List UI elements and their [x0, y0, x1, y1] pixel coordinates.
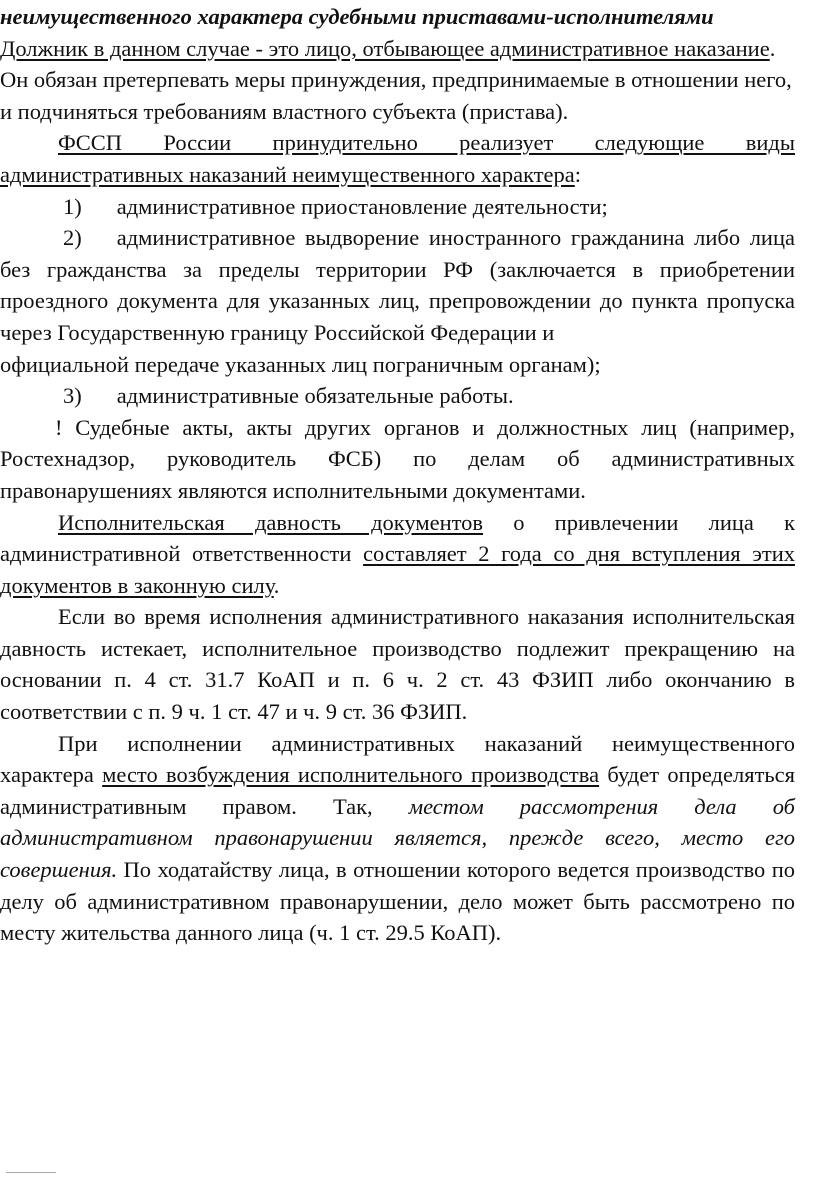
note-text: ! Судебные акты, акты других органов и должностных лиц (например, Ростехнадзор, руководитель ФСБ) по делам об административных правонарушениях являются исполнительными документами.: [0, 414, 795, 503]
para-place-of-enforcement: [0, 728, 795, 949]
list-item-3: [0, 380, 795, 412]
place-plain-3: По ходатайству лица, в отношении которого ведется производство по делу об административном правонарушении, дело может быть рассмотрено по месту жительства данного лица (ч. 1 ст. 29.5 КоАП).: [0, 857, 795, 946]
list-item-1-text: административное приостановление деятельности;: [116, 193, 608, 219]
limitation-period-dot: .: [273, 572, 280, 598]
list-item-3-text: административные обязательные работы.: [116, 383, 514, 409]
para-fssp-types: [0, 127, 795, 190]
list-item-2-number: 2): [63, 225, 82, 251]
list-item-1-number: 1): [63, 193, 82, 219]
limitation-underlined-2: составляет 2 года со дня вступления этих документов в законную силу: [0, 541, 795, 598]
limitation-plain-1: о привлечении лица к административной ответственности: [0, 509, 795, 567]
heading-text: неимущественного характера судебными приставами-исполнителями: [0, 4, 714, 29]
expiration-text: Если во время исполнения административного наказания исполнительская давность истекает, исполнительное производство подлежит прекращению на основании п. 4 ст. 31.7 КоАП и п. 6 ч. 2 ст. 43 ФЗИП либо окончанию в соответствии с п. 9 ч. 1 ст. 47 и ч. 9 ст. 36 ФЗИП.: [0, 604, 795, 725]
place-italic: местом рассмотрения дела об административном правонарушении является, прежде всего, место его совершения.: [0, 793, 795, 883]
list-item-2-continuation-text: официальной передаче указанных лиц пограничным органам);: [0, 351, 601, 377]
para-limitation-period: [0, 507, 795, 602]
footnote-separator-fragment: [6, 1172, 56, 1173]
list-item-2: [0, 222, 795, 348]
para-expiration-consequences: [0, 601, 795, 727]
debtor-definition-rest: . Он обязан претерпевать меры принуждения, предпринимаемые в отношении него, и подчиняться требованиям властного субъекта (пристава).: [0, 35, 792, 124]
section-heading-continuation: [0, 1, 795, 33]
list-item-2-text: административное выдворение иностранного гражданина либо лица без гражданства за пределы территории РФ (заключается в приобретении проездного документа для указанных лиц, препровождении до пункта пропуска через Государственную границу Российской Федерации и: [0, 225, 795, 345]
place-plain-1: При исполнении административных наказаний неимущественного характера: [0, 730, 795, 788]
debtor-definition-underlined: Должник в данном случае - это лицо, отбывающее административное наказание: [0, 35, 770, 61]
list-item-2-continuation: [0, 349, 795, 381]
place-underlined: место возбуждения исполнительного производства: [102, 762, 600, 788]
place-plain-2: будет определяться административным правом. Так,: [0, 762, 795, 819]
list-item-1: [0, 191, 795, 223]
fssp-types-underlined: ФССП России принудительно реализует следующие виды административных наказаний неимущественного характера: [0, 130, 795, 187]
list-item-3-number: 3): [63, 383, 82, 409]
para-debtor-definition: [0, 33, 795, 128]
para-note-executive-documents: [0, 412, 795, 507]
fssp-types-colon: :: [574, 161, 582, 187]
limitation-underlined-1: Исполнительская давность документов: [58, 509, 484, 535]
